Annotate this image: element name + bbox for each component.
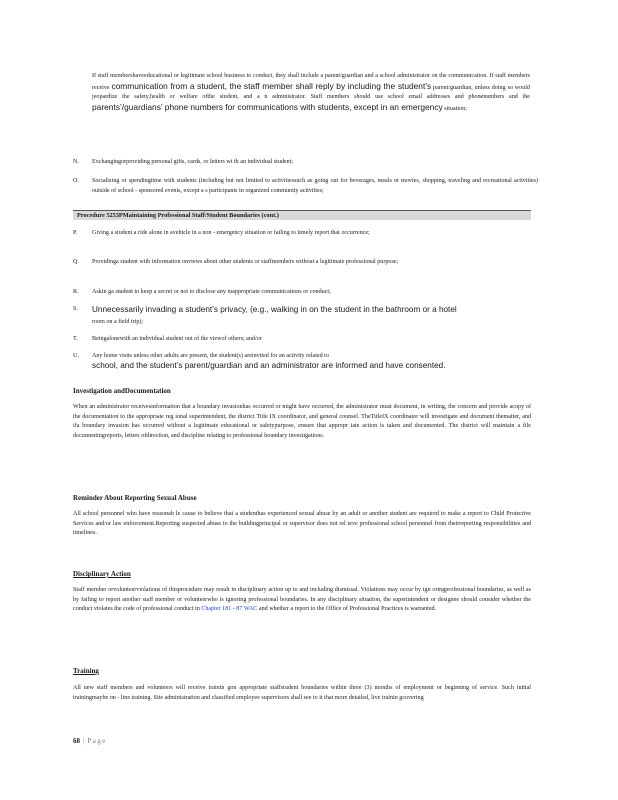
intro-text-4: parents’/guardians’ phone numbers for communications with students, except in an emergency [92, 101, 443, 112]
page-footer [73, 737, 107, 745]
wac-chapter-link[interactable]: Chapter 181 - 87 WAC [201, 606, 258, 613]
list-letter: U. [73, 353, 79, 359]
reminder-heading: Reminder About Reporting Sexual Abuse [73, 494, 197, 502]
list-letter: O. [73, 178, 79, 184]
intro-text-5: situation; [444, 105, 467, 112]
list-text: Giving a student a ride alone in avehicle in a non - emergency situation or failing to timely report that occurrence; [92, 230, 370, 236]
list-text: Beingalonewith an individual student out of the viewof others; and/or [92, 336, 262, 342]
footer-separator: | [83, 737, 85, 745]
page-number: 68 [73, 737, 80, 745]
list-text-cont: room on a field trip); [92, 319, 144, 325]
intro-text-2: communication from a student, the staff member shall reply by including the student’s [111, 80, 432, 91]
list-letter: P. [73, 230, 78, 236]
list-letter: S. [73, 306, 78, 312]
list-text: Any home visits unless other adults are present, the student(s) areinvited for an activity related to [92, 353, 329, 359]
investigation-paragraph: When an administrator receivesinformation that a boundary invasionhas occurred or might have occurred, the administrator must document, in writing, the concern and provide acopy of the documentation to the appropriate reg ional superintendent, the district Title IX coordinator, and general counsel. TheTitleIX coordinator will investigate and document thematter, and ifa boundary invasion has occurred without a legitimate educational or safetypurpose, ensure that appropr iate action is taken and documented. The district will maintain a file documentingreports, letters ofdirection, and discipline relating to professional boundary investigations. [73, 404, 531, 439]
intro-paragraph [92, 72, 530, 114]
list-text: Socializing or spendingtime with students (including but not limited to activitiessuch as going out for beverages, meals or movies, shopping, traveling and recreational activities) outside of school - sponsored events, except a s participants in organized community activities; [92, 178, 538, 194]
disciplinary-text-start: Staff member orvolunteerviolations of thisprocedure may result in disciplinary action up to and including dismissal. Violations may occur by ign oringprofessional boundaries, as well as by failing to report another staff member or volunteerwho is ignoring professional boundaries. In any disciplinary situation, the superintendent or designee should consider whether the conduct violates the code of professional conduct in [73, 587, 531, 613]
list-text: Providinga student with information onviews about other students or staffmembers without a legitimate professional purpose; [92, 259, 399, 265]
training-heading: Training [73, 667, 99, 675]
list-text: Askin ga student to keep a secret or not to disclose any inappropriate communications or conduct; [92, 289, 331, 295]
list-letter: R. [73, 289, 79, 295]
procedure-header-text: Procedure 5253PMaintaining Professional Staff/Student Boundaries (cont.) [77, 212, 279, 219]
list-text-cont: school, and the student’s parent/guardian and an administrator are informed and have consented. [92, 361, 446, 370]
list-letter: T. [73, 336, 78, 342]
training-paragraph: All new staff members and volunteers will receive trainin gon appropriate staffstudent boundaries within three (3) months of employment or beginning of service. Such initial trainingmaybe on - line training. Site administration and classified employee supervisors shall see to it that more detailed, live trainin gcovering [73, 685, 531, 701]
procedure-header-bar [73, 210, 531, 220]
investigation-heading: Investigation andDocumentation [73, 387, 171, 395]
intro-text-3: parent/guardian, unless doing so would jeopardize the safety,health or welfare ofthe student, and a n administrator. Staff members should use school email addresses and phonenumbers and the [92, 84, 530, 101]
page-label: Page [87, 737, 107, 745]
list-letter: Q. [73, 259, 79, 265]
list-text: Unnecessarily invading a student’s privacy, (e.g., walking in on the student in the bathroom or a hotel [92, 305, 457, 314]
disciplinary-text-end: and whether a report to the Office of Professional Practices is warranted. [258, 606, 437, 613]
list-letter: N. [73, 159, 79, 165]
disciplinary-paragraph [73, 586, 531, 615]
intro-text-1: If staff membershaveeducational or legitimate school business to conduct, they shall include a parent/guardian and a school administrator on the communication. If staff members receive [92, 73, 530, 91]
reminder-paragraph: All school personnel who have reasonab le cause to believe that a studenthas experienced sexual abuse by an adult or another student are required to make a report to Child Protective Services and/or law enforcement.Reporting suspected abuse to the buildingprincipal or supervisor does not rel ieve professional school personnel from theirreporting responsibilities and timelines. [73, 511, 531, 537]
disciplinary-heading: Disciplinary Action [73, 570, 131, 578]
list-text: Exchangingorproviding personal gifts, cards, or letters wi th an individual student; [92, 159, 294, 165]
